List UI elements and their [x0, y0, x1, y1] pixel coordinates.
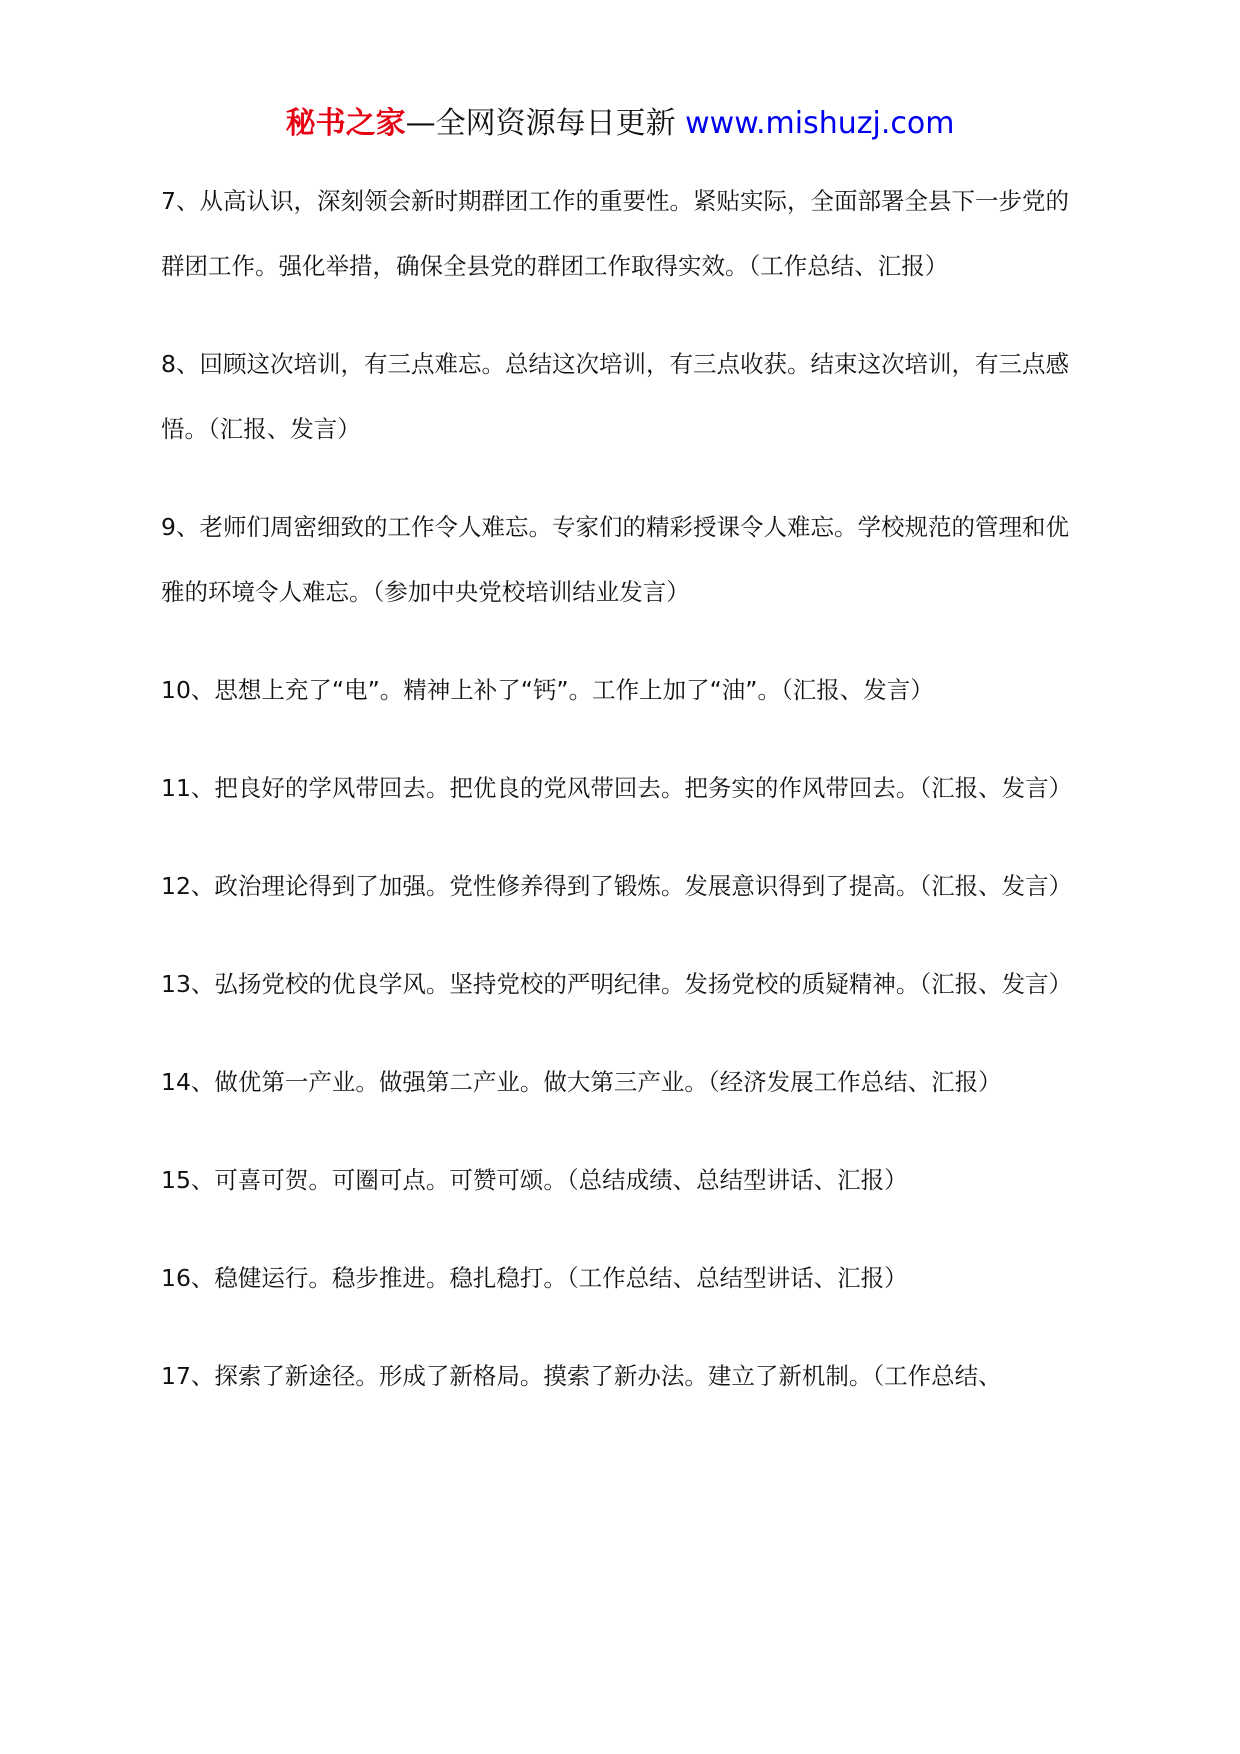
brand-name: 秘书之家: [285, 106, 406, 141]
list-item-11: 11、把良好的学风带回去。把优良的党风带回去。把务实的作风带回去。（汇报、发言）: [161, 774, 1073, 802]
list-item-9: 9、老师们周密细致的工作令人难忘。专家们的精彩授课令人难忘。学校规范的管理和优雅的环境令人难忘。（参加中央党校培训结业发言）: [161, 513, 1069, 606]
list-item-13: 13、弘扬党校的优良学风。坚持党校的严明纪律。发扬党校的质疑精神。（汇报、发言）: [161, 970, 1073, 998]
list-item-16: 16、稳健运行。稳步推进。稳扎稳打。（工作总结、总结型讲话、汇报）: [161, 1264, 908, 1292]
list-item-15: 15、可喜可贺。可圈可点。可赞可颂。（总结成绩、总结型讲话、汇报）: [161, 1166, 908, 1194]
list-item-17: 17、探索了新途径。形成了新格局。摸索了新办法。建立了新机制。（工作总结、: [161, 1362, 1002, 1390]
list-item-10: 10、思想上充了“电”。精神上补了“钙”。工作上加了“油”。（汇报、发言）: [161, 676, 934, 704]
site-url-link[interactable]: www.mishuzj.com: [685, 106, 955, 141]
document-body: [161, 169, 1091, 1442]
list-item-12: 12、政治理论得到了加强。党性修养得到了锻炼。发展意识得到了提高。（汇报、发言）: [161, 872, 1073, 900]
header-tagline: —全网资源每日更新: [405, 106, 686, 141]
list-item-7: 7、从高认识，深刻领会新时期群团工作的重要性。紧贴实际，全面部署全县下一步党的群团工作。强化举措，确保全县党的群团工作取得实效。（工作总结、汇报）: [161, 187, 1069, 280]
list-item-8: 8、回顾这次培训，有三点难忘。总结这次培训，有三点收获。结束这次培训，有三点感悟。（汇报、发言）: [161, 350, 1069, 443]
list-item-14: 14、做优第一产业。做强第二产业。做大第三产业。（经济发展工作总结、汇报）: [161, 1068, 1002, 1096]
site-header: [0, 104, 1240, 144]
